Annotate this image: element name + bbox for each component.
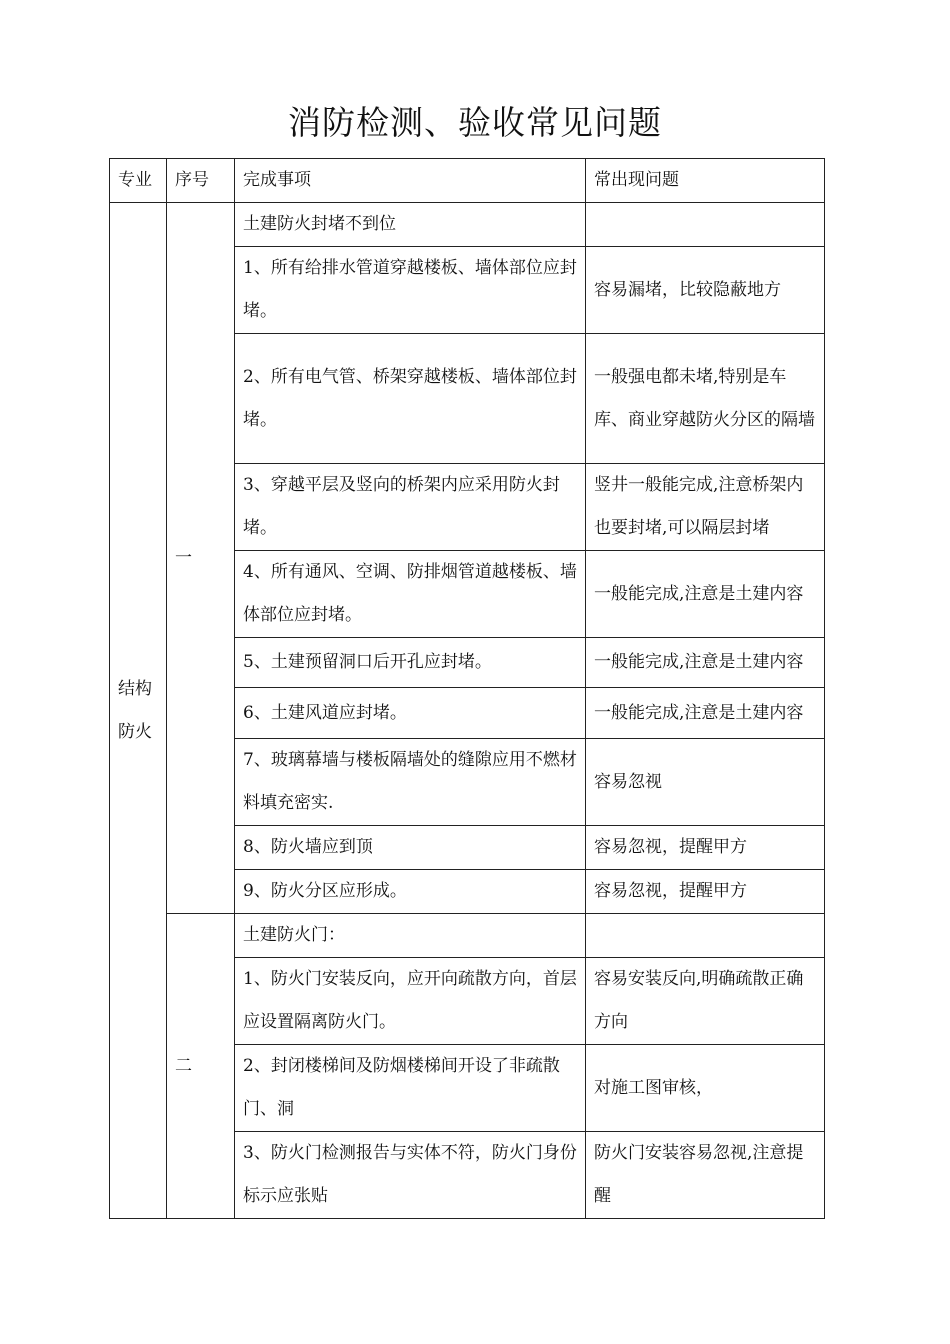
issue-cell: 对施工图审核， [586, 1045, 825, 1132]
header-specialty: 专业 [110, 159, 167, 203]
issue-cell: 容易安装反向,明确疏散正确方向 [586, 958, 825, 1045]
category-line-2: 防火 [118, 721, 152, 742]
task-cell: 9、防火分区应形成。 [235, 870, 586, 914]
issue-cell: 一般能完成,注意是土建内容 [586, 551, 825, 638]
task-cell: 8、防火墙应到顶 [235, 826, 586, 870]
issue-cell: 容易忽视，提醒甲方 [586, 870, 825, 914]
issue-cell: 容易漏堵，比较隐蔽地方 [586, 247, 825, 334]
task-cell: 1、所有给排水管道穿越楼板、墙体部位应封堵。 [235, 247, 586, 334]
category-cell [110, 203, 167, 1219]
issue-cell: 防火门安装容易忽视,注意提醒 [586, 1132, 825, 1219]
task-cell: 3、穿越平层及竖向的桥架内应采用防火封堵。 [235, 464, 586, 551]
task-cell: 土建防火封堵不到位 [235, 203, 586, 247]
task-cell: 5、土建预留洞口后开孔应封堵。 [235, 638, 586, 688]
header-row [110, 159, 825, 203]
page-title: 消防检测、验收常见问题 [288, 103, 662, 142]
issue-cell [586, 203, 825, 247]
issue-cell: 容易忽视 [586, 739, 825, 826]
issue-cell: 容易忽视，提醒甲方 [586, 826, 825, 870]
seq-cell: 二 [167, 914, 235, 1219]
issue-cell: 一般能完成,注意是土建内容 [586, 688, 825, 739]
task-cell: 3、防火门检测报告与实体不符，防火门身份标示应张贴 [235, 1132, 586, 1219]
task-cell: 7、玻璃幕墙与楼板隔墙处的缝隙应用不燃材料填充密实. [235, 739, 586, 826]
seq-cell: 一 [167, 203, 235, 914]
issue-cell: 竖井一般能完成,注意桥架内也要封堵,可以隔层封堵 [586, 464, 825, 551]
task-cell: 6、土建风道应封堵。 [235, 688, 586, 739]
task-cell: 土建防火门： [235, 914, 586, 958]
table-row [110, 203, 825, 247]
header-issue: 常出现问题 [586, 159, 825, 203]
task-cell: 2、封闭楼梯间及防烟楼梯间开设了非疏散门、洞 [235, 1045, 586, 1132]
inspection-table [109, 158, 825, 1219]
header-task: 完成事项 [235, 159, 586, 203]
table-row [110, 914, 825, 958]
category-line-1: 结构 [118, 678, 152, 699]
task-cell: 1、防火门安装反向，应开向疏散方向，首层应设置隔离防火门。 [235, 958, 586, 1045]
task-cell: 4、所有通风、空调、防排烟管道越楼板、墙体部位应封堵。 [235, 551, 586, 638]
task-cell: 2、所有电气管、桥架穿越楼板、墙体部位封堵。 [235, 334, 586, 464]
header-seq: 序号 [167, 159, 235, 203]
issue-cell: 一般能完成,注意是土建内容 [586, 638, 825, 688]
issue-cell [586, 914, 825, 958]
issue-cell: 一般强电都未堵,特别是车库、商业穿越防火分区的隔墙 [586, 334, 825, 464]
